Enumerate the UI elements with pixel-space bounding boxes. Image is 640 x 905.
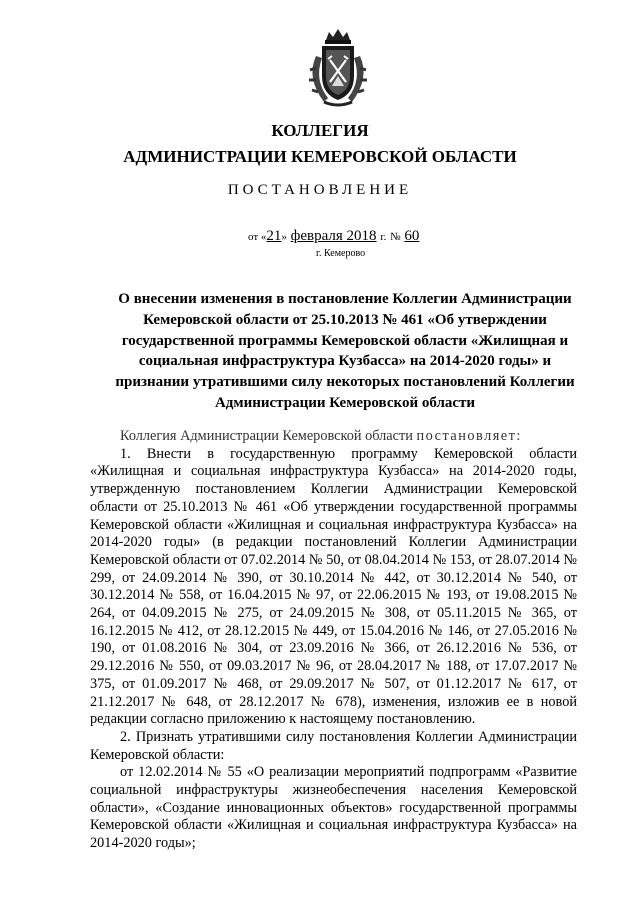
preamble [90, 428, 577, 446]
paragraph-3: от 12.02.2014 № 55 «О реализации мероприятий подпрограмм «Развитие социальной инфраструктуры жизнеобеспечения населения Кемеровской области», «Создание инновационных объектов» государственной программы Кемеровской области «Жилищная и социальная инфраструктура Кузбасса» на 2014-2020 годы»; [90, 764, 577, 852]
org-name-line2: АДМИНИСТРАЦИИ КЕМЕРОВСКОЙ ОБЛАСТИ [123, 147, 517, 166]
paragraph-1: 1. Внести в государственную программу Кемеровской области «Жилищная и социальная инфраструктура Кузбасса» на 2014-2020 годы, утвержденную постановлением Коллегии Администрации Кемеровской области от 25.10.2013 № 461 «Об утверждении государственной программы Кемеровской области «Жилищная и социальная инфраструктура Кузбасса» на 2014-2020 годы» (в редакции постановлений Коллегии Администрации Кемеровской области от 07.02.2014 № 50, от 08.04.2014 № 153, от 28.07.2014 № 299, от 24.09.2014 № 390, от 30.10.2014 № 442, от 30.12.2014 № 540, от 30.12.2014 № 558, от 16.04.2015 № 97, от 22.06.2015 № 193, от 19.08.2015 № 264, от 04.09.2015 № 275, от 24.09.2015 № 308, от 05.11.2015 № 365, от 16.12.2015 № 412, от 28.12.2015 № 449, от 15.04.2016 № 146, от 27.05.2016 № 190, от 01.08.2016 № 304, от 23.09.2016 № 366, от 26.12.2016 № 536, от 29.12.2016 № 550, от 09.03.2017 № 96, от 28.04.2017 № 188, от 17.07.2017 № 375, от 01.09.2017 № 468, от 29.09.2017 № 507, от 01.12.2017 № 617, от 21.12.2017 № 648, от 28.12.2017 № 678), изменения, изложив ее в новой редакции согласно приложению к настоящему постановлению. [90, 445, 577, 728]
city: г. Кемерово [316, 248, 366, 259]
preamble-text: Коллегия Администрации Кемеровской области [120, 428, 413, 444]
document-title: О внесении изменения в постановление Коллегии Администрации Кемеровской области от 25.10.2013 № 461 «Об утверждении государственной программы Кемеровской области «Жилищная и социальная инфраструктура Кузбасса» на 2014-2020 годы» и признании утратившими силу некоторых постановлений Коллегии Администрации Кемеровской области [115, 291, 575, 411]
preamble-verb: постановляет: [416, 428, 522, 444]
date-year-suffix: г. [380, 231, 387, 243]
document-number: 60 [404, 228, 420, 244]
date-mid: » [281, 231, 287, 243]
org-name-line1: КОЛЛЕГИЯ [271, 121, 369, 140]
number-prefix: № [390, 231, 401, 243]
paragraph-2: 2. Признать утратившими силу постановления Коллегии Администрации Кемеровской области: [90, 728, 577, 763]
document-body [90, 428, 577, 853]
date-line [248, 228, 419, 245]
date-month-year: февраля 2018 [290, 228, 377, 244]
coat-of-arms-icon [302, 26, 374, 110]
date-prefix: от « [248, 231, 267, 243]
document-type: ПОСТАНОВЛЕНИЕ [227, 182, 413, 198]
date-day: 21 [266, 228, 282, 244]
